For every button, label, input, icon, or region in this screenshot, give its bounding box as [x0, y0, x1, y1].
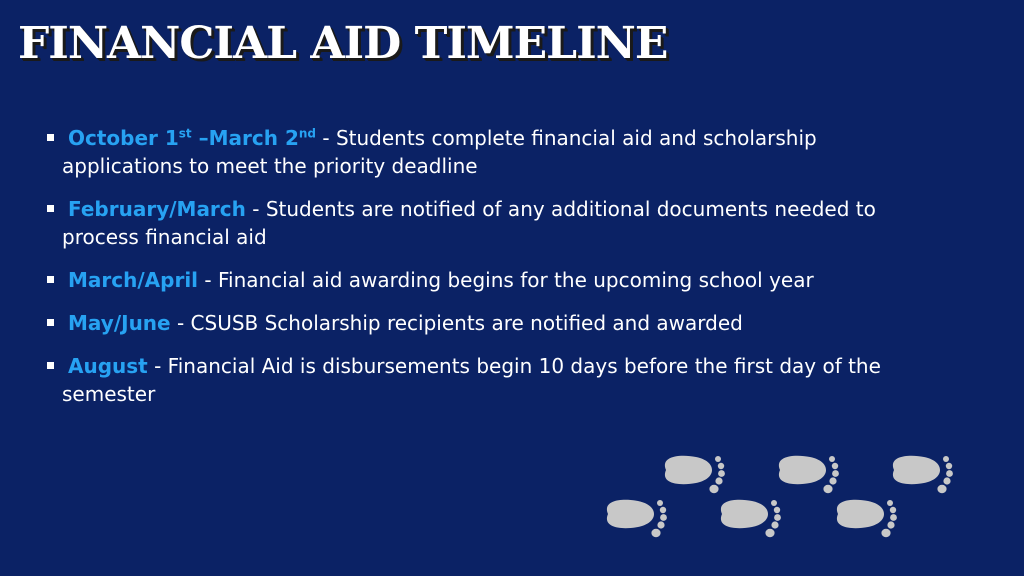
timeline-description: - Students complete financial aid and scholarship applications to meet the priority deadline: [62, 126, 817, 178]
timeline-date: October 1st –March 2nd: [68, 126, 317, 150]
timeline-item-february-march: [62, 195, 912, 251]
timeline-item-october: [62, 124, 912, 180]
timeline-list: [62, 124, 912, 423]
slide-title: FINANCIAL AID TIMELINE: [18, 18, 668, 69]
timeline-date: May/June: [68, 311, 171, 335]
footprint-icon: [837, 500, 897, 537]
timeline-date: February/March: [68, 197, 246, 221]
footprint-icon: [779, 456, 839, 493]
timeline-item-august: [62, 352, 912, 408]
bullet-icon: [47, 362, 54, 369]
timeline-description: - CSUSB Scholarship recipients are notified and awarded: [170, 311, 743, 335]
footprint-icon: [607, 500, 667, 537]
timeline-date: August: [68, 354, 148, 378]
timeline-item-may-june: [62, 309, 912, 337]
timeline-date: March/April: [68, 268, 199, 292]
footprints-icon: [600, 450, 960, 540]
bullet-icon: [47, 134, 54, 141]
timeline-description: - Financial Aid is disbursements begin 10 days before the first day of the semester: [62, 354, 881, 406]
bullet-icon: [47, 276, 54, 283]
bullet-icon: [47, 205, 54, 212]
timeline-description: - Financial aid awarding begins for the upcoming school year: [198, 268, 814, 292]
timeline-item-march-april: [62, 266, 912, 294]
footprint-icon: [665, 456, 725, 493]
footprint-icon: [893, 456, 953, 493]
footprint-icon: [721, 500, 781, 537]
timeline-description: - Students are notified of any additional documents needed to process financial aid: [62, 197, 876, 249]
bullet-icon: [47, 319, 54, 326]
